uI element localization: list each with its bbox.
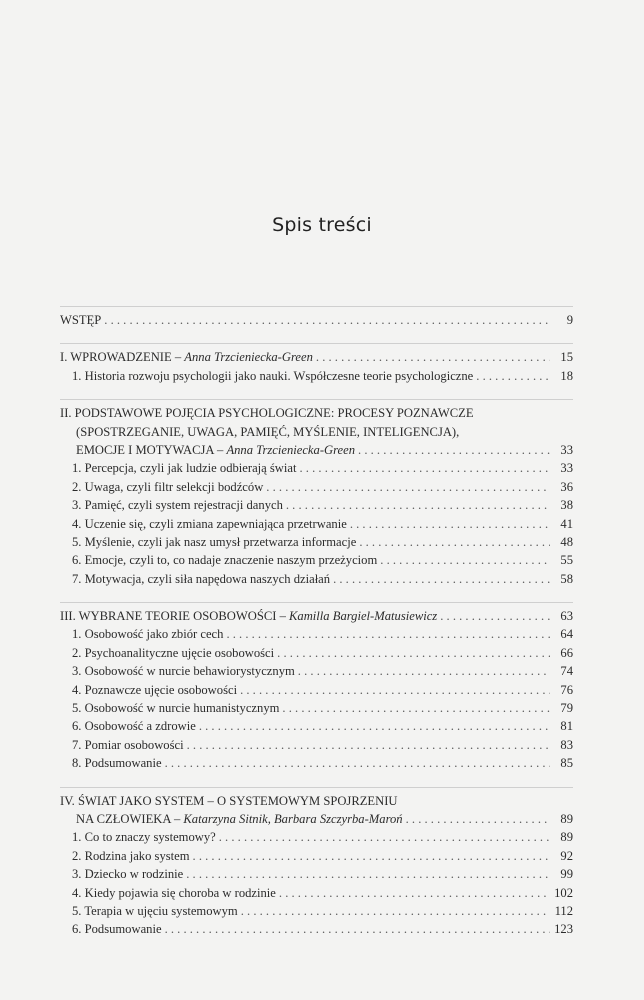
toc-subentry[interactable] bbox=[60, 515, 573, 533]
toc-entry-title bbox=[60, 348, 313, 366]
toc-entry-title bbox=[72, 625, 223, 643]
entry-text: (SPOSTRZEGANIE, UWAGA, PAMIĘĆ, MYŚLENIE, INTELIGENCJA), bbox=[76, 424, 460, 439]
toc-subentry[interactable] bbox=[60, 717, 573, 735]
toc-entry[interactable] bbox=[60, 311, 573, 329]
dot-leader bbox=[316, 348, 550, 366]
toc-entry-title bbox=[60, 607, 437, 625]
dot-leader bbox=[333, 570, 550, 588]
entry-text: 4. Uczenie się, czyli zmiana zapewniająca przetrwanie bbox=[72, 516, 347, 531]
entry-text: 5. Osobowość w nurcie humanistycznym bbox=[72, 701, 280, 716]
toc-subentry[interactable] bbox=[60, 533, 573, 551]
toc-subentry[interactable] bbox=[60, 828, 573, 846]
entry-text: 3. Osobowość w nurcie behawiorystycznym bbox=[72, 664, 295, 679]
page-number: 81 bbox=[560, 719, 573, 734]
toc-subentry[interactable] bbox=[60, 625, 573, 643]
toc-entry-title bbox=[72, 681, 237, 699]
toc-subentry[interactable] bbox=[60, 644, 573, 662]
page-number: 33 bbox=[560, 442, 573, 457]
page-number: 89 bbox=[560, 811, 573, 826]
page-number: 58 bbox=[560, 571, 573, 586]
toc-entry-title bbox=[72, 884, 276, 902]
toc-entry-title bbox=[60, 792, 398, 810]
entry-text: 5. Terapia w ujęciu systemowym bbox=[72, 903, 238, 918]
dot-leader bbox=[358, 441, 550, 459]
entry-text: II. PODSTAWOWE POJĘCIA PSYCHOLOGICZNE: PROCESY POZNAWCZE bbox=[60, 406, 474, 421]
entry-author: Katarzyna Sitnik, Barbara Szczyrba-Maroń bbox=[183, 811, 403, 826]
table-of-contents bbox=[60, 306, 573, 939]
toc-entry[interactable] bbox=[60, 607, 573, 625]
page-number: 112 bbox=[554, 903, 573, 918]
toc-entry[interactable] bbox=[60, 404, 573, 422]
entry-text: 6. Osobowość a zdrowie bbox=[72, 719, 196, 734]
toc-entry-title bbox=[72, 865, 183, 883]
entry-text: 6. Podsumowanie bbox=[72, 922, 162, 937]
toc-subentry[interactable] bbox=[60, 459, 573, 477]
dot-leader bbox=[359, 533, 550, 551]
entry-text: 3. Pamięć, czyli system rejestracji danych bbox=[72, 498, 283, 513]
entry-author: Anna Trzcieniecka-Green bbox=[184, 350, 313, 365]
toc-entry-title bbox=[72, 717, 196, 735]
toc-entry-title bbox=[72, 920, 162, 938]
page-number: 74 bbox=[560, 664, 573, 679]
toc-subentry[interactable] bbox=[60, 662, 573, 680]
entry-text: 7. Motywacja, czyli siła napędowa naszych działań bbox=[72, 571, 331, 586]
dot-leader bbox=[476, 367, 550, 385]
toc-subentry[interactable] bbox=[60, 367, 573, 385]
toc-entry[interactable] bbox=[60, 348, 573, 366]
entry-text: 4. Kiedy pojawia się choroba w rodzinie bbox=[72, 885, 276, 900]
toc-entry-title bbox=[72, 459, 297, 477]
page-number: 85 bbox=[560, 756, 573, 771]
toc-entry-title bbox=[72, 644, 274, 662]
toc-section bbox=[60, 399, 573, 588]
dot-leader bbox=[219, 828, 550, 846]
page-number: 15 bbox=[560, 350, 573, 365]
page-number: 92 bbox=[560, 848, 573, 863]
page-number: 18 bbox=[560, 368, 573, 383]
toc-entry-title bbox=[72, 847, 190, 865]
toc-subentry[interactable] bbox=[60, 902, 573, 920]
toc-subentry[interactable] bbox=[60, 884, 573, 902]
toc-subentry[interactable] bbox=[60, 847, 573, 865]
page-number: 63 bbox=[560, 609, 573, 624]
entry-text: 8. Podsumowanie bbox=[72, 756, 162, 771]
dot-leader bbox=[187, 736, 550, 754]
page-number: 48 bbox=[560, 534, 573, 549]
toc-subentry[interactable] bbox=[60, 570, 573, 588]
dot-leader bbox=[186, 865, 550, 883]
toc-entry[interactable] bbox=[60, 441, 573, 459]
dot-leader bbox=[282, 699, 550, 717]
page-title: Spis treści bbox=[272, 214, 372, 236]
dot-leader bbox=[279, 884, 550, 902]
dot-leader bbox=[286, 496, 550, 514]
toc-subentry[interactable] bbox=[60, 736, 573, 754]
entry-text: 1. Percepcja, czyli jak ludzie odbierają świat bbox=[72, 461, 297, 476]
dot-leader bbox=[241, 902, 550, 920]
toc-entry-title bbox=[72, 551, 377, 569]
toc-entry[interactable] bbox=[60, 792, 573, 810]
dot-leader bbox=[350, 515, 550, 533]
page-number: 66 bbox=[560, 645, 573, 660]
page-number: 76 bbox=[560, 682, 573, 697]
toc-section bbox=[60, 787, 573, 939]
entry-text: 3. Dziecko w rodzinie bbox=[72, 867, 184, 882]
page-number: 89 bbox=[560, 830, 573, 845]
entry-text: WSTĘP bbox=[60, 313, 102, 327]
toc-entry-title bbox=[72, 367, 473, 385]
dot-leader bbox=[199, 717, 550, 735]
entry-text: 1. Osobowość jako zbiór cech bbox=[72, 627, 224, 642]
toc-subentry[interactable] bbox=[60, 496, 573, 514]
dot-leader bbox=[240, 681, 550, 699]
toc-subentry[interactable] bbox=[60, 920, 573, 938]
toc-subentry[interactable] bbox=[60, 865, 573, 883]
toc-entry-title bbox=[72, 496, 283, 514]
toc-entry-title bbox=[72, 902, 238, 920]
toc-entry-title bbox=[60, 311, 101, 329]
toc-subentry[interactable] bbox=[60, 699, 573, 717]
dot-leader bbox=[298, 662, 550, 680]
toc-entry-title bbox=[76, 810, 403, 828]
page-number: 64 bbox=[560, 627, 573, 642]
page-number: 123 bbox=[554, 922, 573, 937]
dot-leader bbox=[165, 754, 550, 772]
page-number: 79 bbox=[560, 701, 573, 716]
toc-subentry[interactable] bbox=[60, 681, 573, 699]
dot-leader bbox=[226, 625, 550, 643]
page-number: 36 bbox=[560, 479, 573, 494]
page-number: 102 bbox=[554, 885, 573, 900]
entry-text: IV. ŚWIAT JAKO SYSTEM – O SYSTEMOWYM SPOJRZENIU bbox=[60, 793, 398, 808]
page-number: 38 bbox=[560, 498, 573, 513]
dot-leader bbox=[440, 607, 550, 625]
dot-leader bbox=[193, 847, 550, 865]
entry-text: 2. Uwaga, czyli filtr selekcji bodźców bbox=[72, 479, 264, 494]
entry-author: Kamilla Bargiel-Matusiewicz bbox=[289, 609, 438, 624]
entry-text: 7. Pomiar osobowości bbox=[72, 737, 184, 752]
toc-entry-title bbox=[72, 828, 216, 846]
toc-entry-title bbox=[72, 570, 330, 588]
page-number: 83 bbox=[560, 737, 573, 752]
entry-text: I. WPROWADZENIE – bbox=[60, 350, 185, 365]
entry-text: 1. Historia rozwoju psychologii jako nauki. Współczesne teorie psychologiczne bbox=[72, 368, 474, 383]
toc-entry-title bbox=[72, 515, 347, 533]
entry-author: Anna Trzcieniecka-Green bbox=[226, 442, 356, 457]
toc-entry[interactable] bbox=[60, 810, 573, 828]
toc-entry-title bbox=[72, 533, 356, 551]
entry-text: 6. Emocje, czyli to, co nadaje znaczenie naszym przeżyciom bbox=[72, 553, 378, 568]
entry-text: 1. Co to znaczy systemowy? bbox=[72, 830, 216, 845]
toc-entry-title bbox=[76, 423, 459, 441]
page-number: 9 bbox=[566, 313, 573, 327]
page-number: 99 bbox=[560, 867, 573, 882]
toc-subentry[interactable] bbox=[60, 754, 573, 772]
toc-section bbox=[60, 306, 573, 329]
toc-entry-title bbox=[72, 478, 263, 496]
toc-entry-title bbox=[72, 736, 184, 754]
entry-text: EMOCJE I MOTYWACJA – bbox=[76, 442, 227, 457]
toc-entry-title bbox=[72, 699, 279, 717]
entry-text: NA CZŁOWIEKA – bbox=[76, 811, 184, 826]
toc-entry-title bbox=[72, 662, 295, 680]
toc-subentry[interactable] bbox=[60, 478, 573, 496]
dot-leader bbox=[300, 459, 551, 477]
entry-text: 4. Poznawcze ujęcie osobowości bbox=[72, 682, 238, 697]
dot-leader bbox=[380, 551, 550, 569]
dot-leader bbox=[165, 920, 550, 938]
page-number: 55 bbox=[560, 553, 573, 568]
toc-entry[interactable] bbox=[60, 423, 573, 441]
entry-text: III. WYBRANE TEORIE OSOBOWOŚCI – bbox=[60, 609, 290, 624]
toc-entry-title bbox=[60, 404, 474, 422]
entry-text: 2. Psychoanalityczne ujęcie osobowości bbox=[72, 645, 275, 660]
page-number: 41 bbox=[560, 516, 573, 531]
dot-leader bbox=[406, 810, 550, 828]
toc-section bbox=[60, 602, 573, 773]
dot-leader bbox=[266, 478, 550, 496]
page-number: 33 bbox=[560, 461, 573, 476]
toc-subentry[interactable] bbox=[60, 551, 573, 569]
dot-leader bbox=[104, 311, 550, 329]
toc-entry-title bbox=[76, 441, 355, 459]
entry-text: 2. Rodzina jako system bbox=[72, 848, 190, 863]
dot-leader bbox=[277, 644, 550, 662]
toc-section bbox=[60, 343, 573, 385]
entry-text: 5. Myślenie, czyli jak nasz umysł przetwarza informacje bbox=[72, 534, 357, 549]
toc-entry-title bbox=[72, 754, 162, 772]
